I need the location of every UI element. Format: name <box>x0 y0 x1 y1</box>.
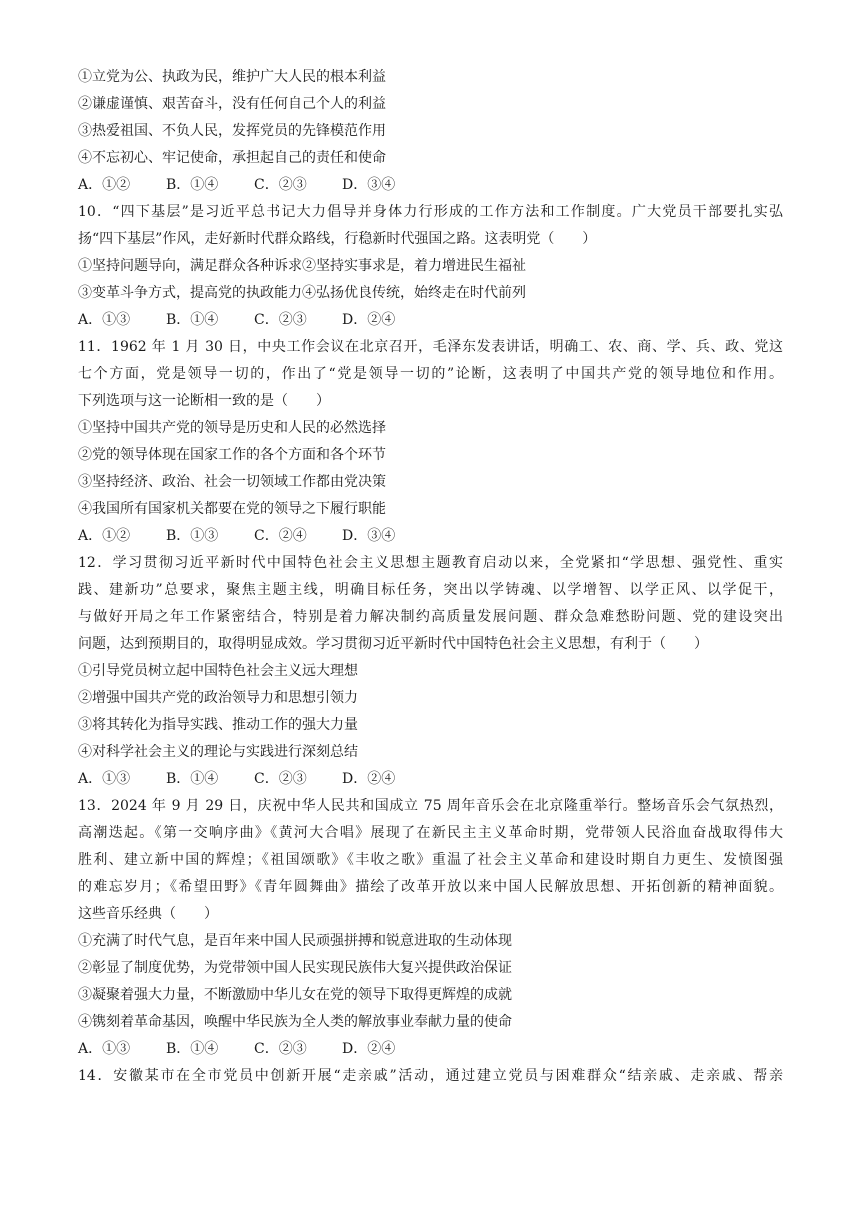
question-stem-line: 10．“四下基层”是习近平总书记大力倡导并身体力行形成的工作方法和工作制度。广大党员干部要扎实弘 <box>78 204 783 220</box>
answer-choices <box>78 172 783 199</box>
question-9 <box>78 64 783 199</box>
option-line: ②谦虚谨慎、艰苦奋斗，没有任何自己个人的利益 <box>78 96 386 112</box>
option-line: ①坚持问题导向，满足群众各种诉求②坚持实事求是，着力增进民生福祉 <box>78 258 526 274</box>
choice-a: A．①② <box>78 528 131 544</box>
question-13 <box>78 793 783 1063</box>
question-stem-line: 扬“四下基层”作风，走好新时代群众路线，行稳新时代强国之路。这表明党（ ） <box>78 231 597 247</box>
choice-a: A．①② <box>78 177 131 193</box>
choice-d: D．②④ <box>342 771 396 787</box>
question-stem-line: 七个方面，党是领导一切的，作出了“党是领导一切的”论断，这表明了中国共产党的领导地位和作用。 <box>78 366 783 382</box>
option-line: ①引导党员树立起中国特色社会主义远大理想 <box>78 663 358 679</box>
answer-choices <box>78 1036 783 1063</box>
option-line: ④对科学社会主义的理论与实践进行深刻总结 <box>78 744 358 760</box>
option-line: ②增强中国共产党的政治领导力和思想引领力 <box>78 690 358 706</box>
document-page <box>78 64 783 1090</box>
option-line: ④镌刻着革命基因，唤醒中华民族为全人类的解放事业奉献力量的使命 <box>78 1014 512 1030</box>
choice-c: C．②③ <box>254 312 307 328</box>
question-stem-line: 11．1962 年 1 月 30 日，中央工作会议在北京召开，毛泽东发表讲话，明确工、农、商、学、兵、政、党这 <box>78 339 783 355</box>
question-stem-line: 这些音乐经典（ ） <box>78 906 218 922</box>
choice-a: A．①③ <box>78 1041 131 1057</box>
option-line: ③将其转化为指导实践、推动工作的强大力量 <box>78 717 358 733</box>
option-line: ①坚持中国共产党的领导是历史和人民的必然选择 <box>78 420 386 436</box>
question-stem-line: 13．2024 年 9 月 29 日，庆祝中华人民共和国成立 75 周年音乐会在北京隆重举行。整场音乐会气氛热烈， <box>78 798 783 814</box>
option-line: ④我国所有国家机关都要在党的领导之下履行职能 <box>78 501 386 517</box>
choice-b: B．①④ <box>166 312 219 328</box>
choice-b: B．①④ <box>166 177 219 193</box>
choice-d: D．②④ <box>342 312 396 328</box>
question-stem-line: 的难忘岁月；《希望田野》《青年圆舞曲》描绘了改革开放以来中国人民解放思想、开拓创新的精神面貌。 <box>78 879 783 895</box>
question-10 <box>78 199 783 334</box>
choice-a: A．①③ <box>78 771 131 787</box>
choice-c: C．②③ <box>254 771 307 787</box>
choice-c: C．②③ <box>254 177 307 193</box>
option-line: ④不忘初心、牢记使命，承担起自己的责任和使命 <box>78 150 386 166</box>
question-11 <box>78 334 783 550</box>
option-line: ③凝聚着强大力量，不断激励中华儿女在党的领导下取得更辉煌的成就 <box>78 987 512 1003</box>
option-line: ③坚持经济、政治、社会一切领域工作都由党决策 <box>78 474 386 490</box>
question-stem-line: 践、建新功”总要求，聚焦主题主线，明确目标任务，突出以学铸魂、以学增智、以学正风、以学促干， <box>78 582 783 598</box>
answer-choices <box>78 766 783 793</box>
option-line: ③热爱祖国、不负人民，发挥党员的先锋模范作用 <box>78 123 386 139</box>
answer-choices <box>78 523 783 550</box>
choice-d: D．②④ <box>342 1041 396 1057</box>
choice-d: D．③④ <box>342 177 396 193</box>
question-stem-line: 问题，达到预期目的，取得明显成效。学习贯彻习近平新时代中国特色社会主义思想，有利于（ ） <box>78 636 708 652</box>
choice-b: B．①④ <box>166 771 219 787</box>
option-line: ②党的领导体现在国家工作的各个方面和各个环节 <box>78 447 386 463</box>
choice-a: A．①③ <box>78 312 131 328</box>
option-line: ①充满了时代气息，是百年来中国人民顽强拼搏和锐意进取的生动体现 <box>78 933 512 949</box>
question-stem-line: 高潮迭起。《第一交响序曲》《黄河大合唱》展现了在新民主主义革命时期，党带领人民浴血奋战取得伟大 <box>78 825 783 841</box>
choice-c: C．②③ <box>254 1041 307 1057</box>
question-stem-line: 下列选项与这一论断相一致的是（ ） <box>78 393 330 409</box>
choice-c: C．②④ <box>254 528 307 544</box>
question-12 <box>78 550 783 793</box>
option-line: ②彰显了制度优势，为党带领中国人民实现民族伟大复兴提供政治保证 <box>78 960 512 976</box>
option-line: ③变革斗争方式，提高党的执政能力④弘扬优良传统，始终走在时代前列 <box>78 285 526 301</box>
question-stem-line: 胜利、建立新中国的辉煌；《祖国颂歌》《丰收之歌》重温了社会主义革命和建设时期自力更生、发愤图强 <box>78 852 783 868</box>
question-14 <box>78 1063 783 1090</box>
choice-b: B．①④ <box>166 1041 219 1057</box>
question-stem-line: 12．学习贯彻习近平新时代中国特色社会主义思想主题教育启动以来，全党紧扣“学思想、强党性、重实 <box>78 555 783 571</box>
choice-b: B．①③ <box>166 528 219 544</box>
answer-choices <box>78 307 783 334</box>
question-stem-line: 与做好开局之年工作紧密结合，特别是着力解决制约高质量发展问题、群众急难愁盼问题、党的建设突出 <box>78 609 783 625</box>
question-stem-line: 14．安徽某市在全市党员中创新开展“走亲戚”活动，通过建立党员与困难群众“结亲戚、走亲戚、帮亲 <box>78 1068 783 1084</box>
option-line: ①立党为公、执政为民，维护广大人民的根本利益 <box>78 69 386 85</box>
choice-d: D．③④ <box>342 528 396 544</box>
